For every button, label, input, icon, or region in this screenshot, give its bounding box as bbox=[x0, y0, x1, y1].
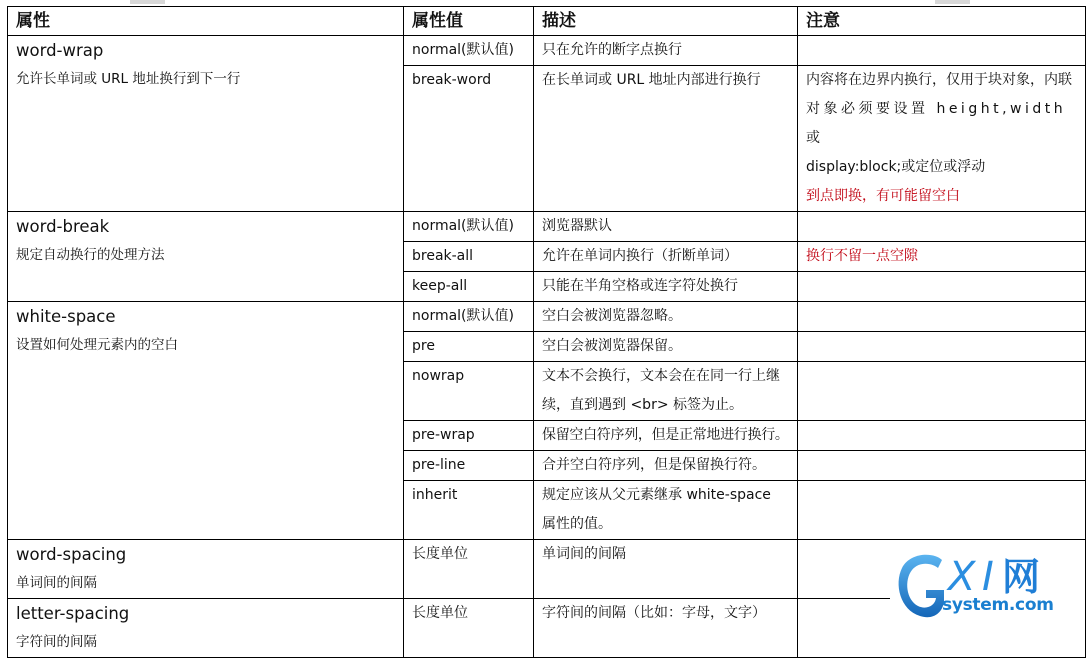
note-cell bbox=[798, 36, 1086, 66]
value-cell: normal(默认值) bbox=[404, 302, 534, 332]
property-name: word-wrap bbox=[16, 41, 104, 60]
property-name: word-break bbox=[16, 217, 110, 236]
description-cell: 只在允许的断字点换行 bbox=[534, 36, 798, 66]
top-edge-line bbox=[935, 0, 970, 4]
note-cell bbox=[798, 212, 1086, 242]
value-cell: normal(默认值) bbox=[404, 36, 534, 66]
value-cell: inherit bbox=[404, 481, 534, 540]
value-cell: nowrap bbox=[404, 362, 534, 421]
table-row bbox=[8, 302, 1086, 332]
property-cell bbox=[8, 36, 404, 212]
table-row bbox=[8, 36, 1086, 66]
watermark-logo bbox=[890, 540, 1085, 635]
description-cell: 合并空白符序列，但是保留换行符。 bbox=[534, 451, 798, 481]
property-cell bbox=[8, 599, 404, 658]
description-cell: 单词间的间隔 bbox=[534, 540, 798, 599]
value-cell: pre-line bbox=[404, 451, 534, 481]
header-description: 描述 bbox=[534, 7, 798, 36]
note-cell bbox=[798, 481, 1086, 540]
property-desc: 允许长单词或 URL 地址换行到下一行 bbox=[16, 71, 241, 87]
description-cell: 文本不会换行，文本会在在同一行上继续，直到遇到 <br> 标签为止。 bbox=[534, 362, 798, 421]
note-cell bbox=[798, 451, 1086, 481]
svg-text:X: X bbox=[948, 554, 976, 600]
svg-text:I: I bbox=[982, 554, 994, 600]
property-desc: 字符间的间隔 bbox=[16, 634, 97, 650]
description-cell: 规定应该从父元素继承 white-space 属性的值。 bbox=[534, 481, 798, 540]
note-line: display:block;或定位或浮动 bbox=[806, 159, 986, 175]
note-line: 对象必须要设置 height,width 或 bbox=[806, 101, 1067, 146]
table-header-row bbox=[8, 7, 1086, 36]
header-value: 属性值 bbox=[404, 7, 534, 36]
gxi-logo-icon bbox=[890, 540, 1085, 635]
note-cell bbox=[798, 362, 1086, 421]
note-cell bbox=[798, 302, 1086, 332]
header-note: 注意 bbox=[798, 7, 1086, 36]
value-cell: 长度单位 bbox=[404, 540, 534, 599]
value-cell: pre bbox=[404, 332, 534, 362]
note-cell bbox=[798, 332, 1086, 362]
description-cell: 在长单词或 URL 地址内部进行换行 bbox=[534, 66, 798, 212]
value-cell: keep-all bbox=[404, 272, 534, 302]
description-cell: 空白会被浏览器忽略。 bbox=[534, 302, 798, 332]
property-cell bbox=[8, 212, 404, 302]
note-cell bbox=[798, 272, 1086, 302]
description-cell: 允许在单词内换行（折断单词） bbox=[534, 242, 798, 272]
property-cell bbox=[8, 540, 404, 599]
property-desc: 设置如何处理元素内的空白 bbox=[16, 337, 178, 353]
header-property: 属性 bbox=[8, 7, 404, 36]
description-cell: 字符间的间隔（比如：字母，文字） bbox=[534, 599, 798, 658]
property-name: letter-spacing bbox=[16, 604, 130, 623]
note-line: 内容将在边界内换行，仅用于块对象，内联 bbox=[806, 72, 1072, 88]
value-cell: pre-wrap bbox=[404, 421, 534, 451]
watermark-site: system.com bbox=[942, 595, 1054, 615]
svg-text:网: 网 bbox=[1002, 555, 1041, 599]
property-desc: 单词间的间隔 bbox=[16, 575, 97, 591]
property-name: word-spacing bbox=[16, 545, 127, 564]
note-warning: 到点即换，有可能留空白 bbox=[806, 188, 960, 204]
description-cell: 保留空白符序列，但是正常地进行换行。 bbox=[534, 421, 798, 451]
note-cell bbox=[798, 66, 1086, 212]
value-cell: break-word bbox=[404, 66, 534, 212]
top-edge-line bbox=[130, 0, 165, 4]
property-name: white-space bbox=[16, 307, 116, 326]
note-cell bbox=[798, 421, 1086, 451]
property-cell bbox=[8, 302, 404, 540]
value-cell: break-all bbox=[404, 242, 534, 272]
value-cell: normal(默认值) bbox=[404, 212, 534, 242]
note-warning: 换行不留一点空隙 bbox=[798, 242, 1086, 272]
value-cell: 长度单位 bbox=[404, 599, 534, 658]
description-cell: 空白会被浏览器保留。 bbox=[534, 332, 798, 362]
description-cell: 浏览器默认 bbox=[534, 212, 798, 242]
table-row bbox=[8, 212, 1086, 242]
description-cell: 只能在半角空格或连字符处换行 bbox=[534, 272, 798, 302]
property-desc: 规定自动换行的处理方法 bbox=[16, 247, 165, 263]
